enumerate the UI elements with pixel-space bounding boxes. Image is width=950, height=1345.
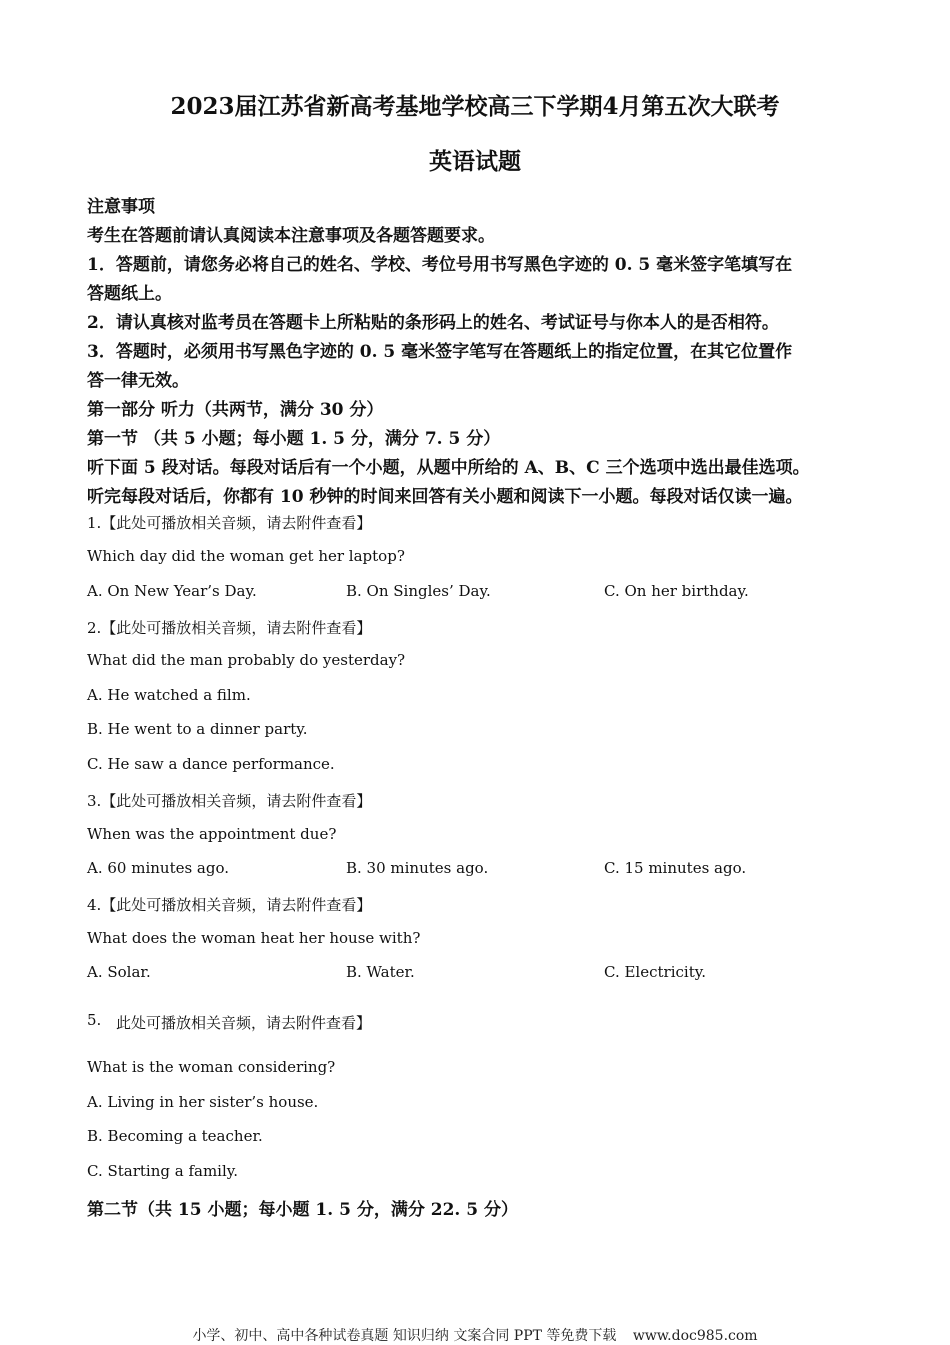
question-5-text: What is the woman considering? [87, 1058, 336, 1076]
question-5-option-c: C. Starting a family. [87, 1162, 239, 1180]
question-4-option-b: B. Water. [346, 963, 415, 981]
notice-intro: 考生在答题前请认真阅读本注意事项及各题答题要求。 [87, 226, 495, 246]
question-3-option-b: B. 30 minutes ago. [346, 859, 489, 877]
question-3-audio[interactable]: 3.【此处可播放相关音频，请去附件查看】 [87, 792, 372, 810]
question-4-option-a: A. Solar. [87, 963, 151, 981]
question-4-audio[interactable]: 4.【此处可播放相关音频，请去附件查看】 [87, 896, 372, 914]
question-1-text: Which day did the woman get her laptop? [87, 547, 405, 565]
section2-heading: 第二节（共 15 小题；每小题 1. 5 分，满分 22. 5 分） [87, 1200, 518, 1220]
notice-item-1-cont: 答题纸上。 [87, 284, 172, 304]
document-subtitle: 英语试题 [429, 148, 521, 175]
question-3-text: When was the appointment due? [87, 825, 337, 843]
question-1-option-a: A. On New Year’s Day. [87, 582, 257, 600]
question-5-audio[interactable]: 此处可播放相关音频，请去附件查看】 [116, 1014, 372, 1032]
question-2-option-a: A. He watched a film. [87, 686, 251, 704]
page-footer [0, 1325, 950, 1345]
question-5-option-a: A. Living in her sister’s house. [87, 1093, 319, 1111]
question-1-option-b: B. On Singles’ Day. [346, 582, 491, 600]
part1-heading: 第一部分 听力（共两节，满分 30 分） [87, 400, 384, 420]
question-3-option-a: A. 60 minutes ago. [87, 859, 230, 877]
notice-item-3: 3．答题时，必须用书写黑色字迹的 0. 5 毫米签字笔写在答题纸上的指定位置，在其它位置作 [87, 342, 793, 362]
section1-heading: 第一节 （共 5 小题；每小题 1. 5 分，满分 7. 5 分） [87, 429, 501, 449]
question-2-audio[interactable]: 2.【此处可播放相关音频，请去附件查看】 [87, 619, 372, 637]
section1-instruction-cont: 听完每段对话后，你都有 10 秒钟的时间来回答有关小题和阅读下一小题。每段对话仅读一遍。 [87, 487, 803, 507]
footer-website-link[interactable]: www.doc985.com [632, 1328, 758, 1344]
question-1-option-c: C. On her birthday. [604, 582, 749, 600]
question-1-audio[interactable]: 1.【此处可播放相关音频，请去附件查看】 [87, 514, 372, 532]
notice-item-1: 1．答题前，请您务必将自己的姓名、学校、考位号用书写黑色字迹的 0. 5 毫米签字笔填写在 [87, 255, 793, 275]
footer-text: 小学、初中、高中各种试卷真题 知识归纳 文案合同 PPT 等免费下载 [192, 1328, 617, 1344]
question-2-option-c: C. He saw a dance performance. [87, 755, 335, 773]
notice-item-2: 2．请认真核对监考员在答题卡上所粘贴的条形码上的姓名、考试证号与你本人的是否相符。 [87, 313, 779, 333]
notice-heading: 注意事项 [87, 197, 155, 217]
question-2-option-b: B. He went to a dinner party. [87, 720, 308, 738]
question-4-option-c: C. Electricity. [604, 963, 706, 981]
question-3-option-c: C. 15 minutes ago. [604, 859, 747, 877]
question-4-text: What does the woman heat her house with? [87, 929, 421, 947]
question-5-option-b: B. Becoming a teacher. [87, 1127, 263, 1145]
question-5-number: 5. [87, 1011, 102, 1029]
section1-instruction: 听下面 5 段对话。每段对话后有一个小题，从题中所给的 A、B、C 三个选项中选出最佳选项。 [87, 458, 810, 478]
document-title: 2023届江苏省新高考基地学校高三下学期4月第五次大联考 [170, 93, 780, 120]
notice-item-3-cont: 答一律无效。 [87, 371, 189, 391]
question-2-text: What did the man probably do yesterday? [87, 651, 406, 669]
